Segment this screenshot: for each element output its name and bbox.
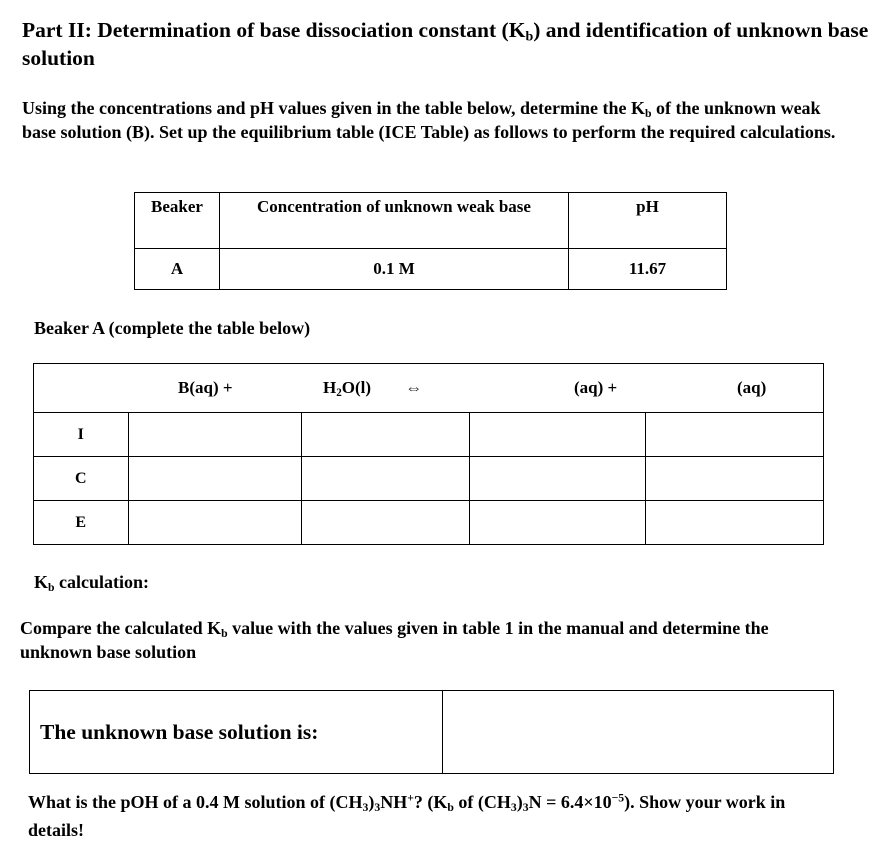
row-label-i: I (34, 413, 129, 457)
ice-cell[interactable] (301, 501, 469, 545)
table-header-row (135, 193, 727, 249)
kb-calculation-label: $K_b$ calculation: (34, 572, 150, 594)
reactant-b: B(aq) + (178, 378, 233, 397)
ice-cell[interactable] (128, 501, 301, 545)
reactant-water: $H_2O(l)$ (323, 378, 372, 399)
ice-table (33, 363, 824, 545)
ice-cell[interactable] (645, 457, 824, 501)
cell-concentration: 0.1 M (220, 249, 569, 290)
beaker-a-label: Beaker A (complete the table below) (34, 318, 311, 338)
ice-cell[interactable] (469, 501, 645, 545)
header-concentration: Concentration of unknown weak base (220, 193, 569, 249)
header-ph: pH (569, 193, 727, 249)
answer-label: The unknown base solution is: (30, 691, 443, 774)
product-2: (aq) (737, 378, 767, 397)
poh-question: What is the pOH of a 0.4 M solution of $(CH_3)_3NH^+$? ($K_b$ of $(CH_3)_3N = 6.4\times 10^{-5}$). Show your work in details! (28, 791, 786, 840)
equilibrium-arrow-icon: ⇔ (405, 378, 423, 397)
instructions-paragraph: Using the concentrations and pH values given in the table below, determine the $K_b$ of the unknown weak base solution (B). Set up the equilibrium table (ICE Table) as follows to perform the required calculations. (22, 98, 836, 142)
answer-table (29, 690, 834, 774)
concentration-ph-table (134, 192, 727, 290)
compare-instruction: Compare the calculated $K_b$ value with the values given in table 1 in the manual and determine the unknown base solution (20, 618, 769, 662)
ice-cell[interactable] (469, 413, 645, 457)
answer-input-cell[interactable] (443, 691, 834, 774)
ice-cell[interactable] (301, 457, 469, 501)
ice-cell[interactable] (645, 413, 824, 457)
ice-cell[interactable] (645, 501, 824, 545)
header-beaker: Beaker (135, 193, 220, 249)
ice-cell[interactable] (128, 457, 301, 501)
ice-cell[interactable] (469, 457, 645, 501)
ice-cell[interactable] (301, 413, 469, 457)
ice-equation-row (34, 364, 824, 413)
cell-ph: 11.67 (569, 249, 727, 290)
ice-row-change (34, 457, 824, 501)
row-label-c: C (34, 457, 129, 501)
page-title: Part II: Determination of base dissociation constant $(K_b)$ and identification of unknown base solution (22, 18, 869, 70)
ice-cell[interactable] (128, 413, 301, 457)
table-row (135, 249, 727, 290)
answer-row (30, 691, 834, 774)
cell-beaker: A (135, 249, 220, 290)
ice-row-equilibrium (34, 501, 824, 545)
product-1: (aq) + (574, 378, 618, 397)
row-label-e: E (34, 501, 129, 545)
ice-row-initial (34, 413, 824, 457)
